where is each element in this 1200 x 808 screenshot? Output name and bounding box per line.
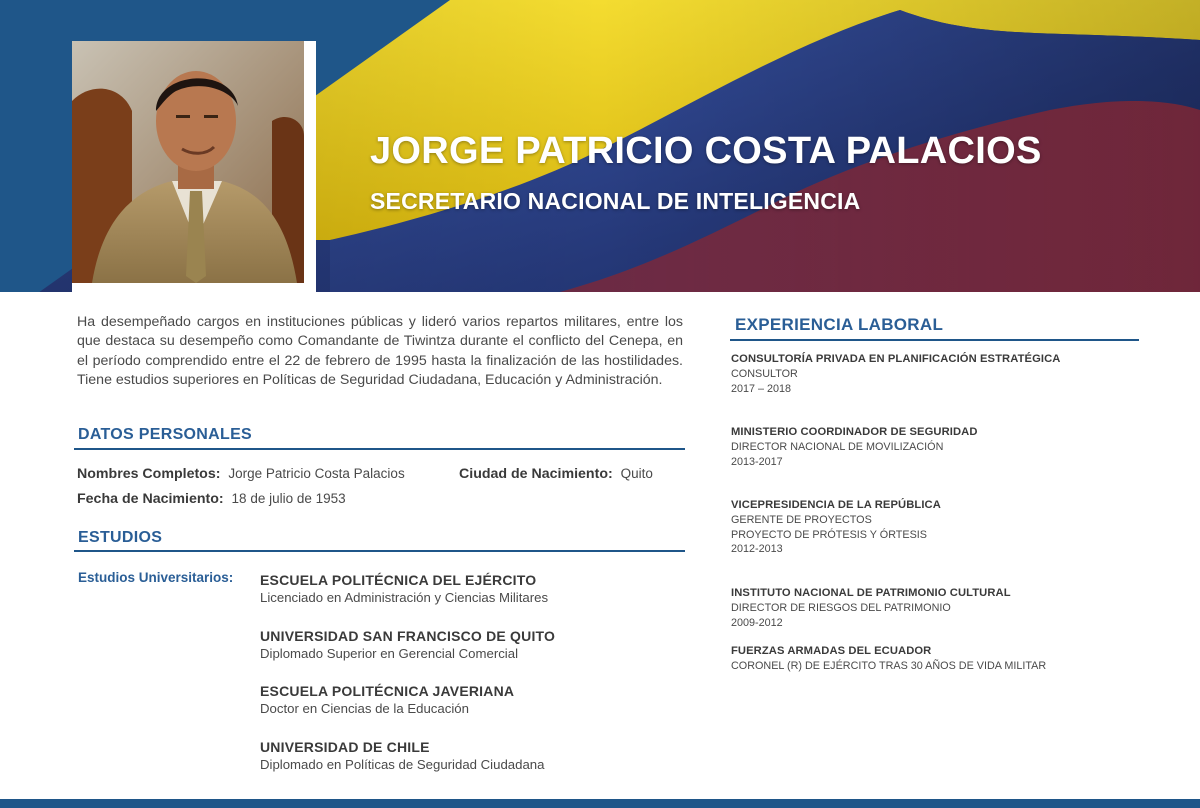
birthplace-row xyxy=(459,465,653,482)
experience-org: VICEPRESIDENCIA DE LA REPÚBLICA xyxy=(731,499,941,511)
header-banner xyxy=(0,0,1200,292)
experience-item xyxy=(731,586,1151,630)
experience-item xyxy=(731,425,1151,469)
birthdate-value: 18 de julio de 1953 xyxy=(231,491,346,506)
section-title-personal: DATOS PERSONALES xyxy=(78,426,253,443)
full-name-label: Nombres Completos: xyxy=(77,466,221,482)
person-position: SECRETARIO NACIONAL DE INTELIGENCIA xyxy=(370,188,861,214)
study-item xyxy=(260,627,555,663)
studies-label: Estudios Universitarios: xyxy=(78,570,234,585)
study-institution: ESCUELA POLITÉCNICA DEL EJÉRCITO xyxy=(260,572,537,588)
birthdate-label: Fecha de Nacimiento: xyxy=(77,491,224,507)
experience-item xyxy=(731,498,1151,557)
experience-role: CORONEL (R) DE EJÉRCITO TRAS 30 AÑOS DE VIDA MILITAR xyxy=(731,660,1047,672)
portrait-photo xyxy=(72,41,316,292)
experience-item xyxy=(731,352,1151,396)
study-degree: Diplomado en Políticas de Seguridad Ciudadana xyxy=(260,757,545,772)
full-name-value: Jorge Patricio Costa Palacios xyxy=(228,466,405,481)
full-name-row xyxy=(77,465,405,482)
birthplace-label: Ciudad de Nacimiento: xyxy=(459,466,613,482)
experience-org: INSTITUTO NACIONAL DE PATRIMONIO CULTURAL xyxy=(731,587,1011,599)
section-divider xyxy=(74,550,685,552)
birthdate-row xyxy=(77,490,346,507)
experience-period: 2009-2012 xyxy=(731,616,783,629)
study-item xyxy=(260,738,544,774)
experience-org: FUERZAS ARMADAS DEL ECUADOR xyxy=(731,645,932,657)
section-divider xyxy=(74,448,685,450)
study-degree: Doctor en Ciencias de la Educación xyxy=(260,701,469,716)
section-divider xyxy=(730,339,1139,341)
study-degree: Licenciado en Administración y Ciencias Militares xyxy=(260,590,549,605)
experience-role: GERENTE DE PROYECTOS xyxy=(731,514,872,526)
section-title-studies: ESTUDIOS xyxy=(78,529,163,546)
biography-text: Ha desempeñado cargos en instituciones públicas y lideró varios repartos militares, entre los que destaca su desempeño como Comandante de Tiwintza durante el conflicto del Cenepa, en el período comprendido entre el 22 de febrero de 1995 hasta la finalización de las hostilidades. Tiene estudios superiores en Políticas de Seguridad Ciudadana, Educación y Administración. xyxy=(77,314,683,389)
portrait-image xyxy=(72,41,304,283)
birthplace-value: Quito xyxy=(620,466,653,481)
experience-project: PROYECTO DE PRÓTESIS Y ÓRTESIS xyxy=(731,528,927,541)
experience-org: CONSULTORÍA PRIVADA EN PLANIFICACIÓN ESTRATÉGICA xyxy=(731,353,1061,365)
study-degree: Diplomado Superior en Gerencial Comercial xyxy=(260,646,519,661)
experience-item xyxy=(731,644,1151,674)
experience-org: MINISTERIO COORDINADOR DE SEGURIDAD xyxy=(731,426,978,438)
experience-period: 2013-2017 xyxy=(731,455,783,468)
experience-period: 2012-2013 xyxy=(731,543,783,556)
experience-role: DIRECTOR NACIONAL DE MOVILIZACIÓN xyxy=(731,441,944,453)
study-institution: UNIVERSIDAD DE CHILE xyxy=(260,739,430,755)
study-item xyxy=(260,682,514,718)
footer-bar xyxy=(0,799,1200,808)
study-institution: ESCUELA POLITÉCNICA JAVERIANA xyxy=(260,683,515,699)
experience-role: CONSULTOR xyxy=(731,368,798,380)
study-item xyxy=(260,571,548,607)
person-name: JORGE PATRICIO COSTA PALACIOS xyxy=(370,130,1042,172)
study-institution: UNIVERSIDAD SAN FRANCISCO DE QUITO xyxy=(260,628,556,644)
experience-period: 2017 – 2018 xyxy=(731,382,792,395)
section-title-experience: EXPERIENCIA LABORAL xyxy=(735,315,944,334)
experience-role: DIRECTOR DE RIESGOS DEL PATRIMONIO xyxy=(731,602,951,614)
